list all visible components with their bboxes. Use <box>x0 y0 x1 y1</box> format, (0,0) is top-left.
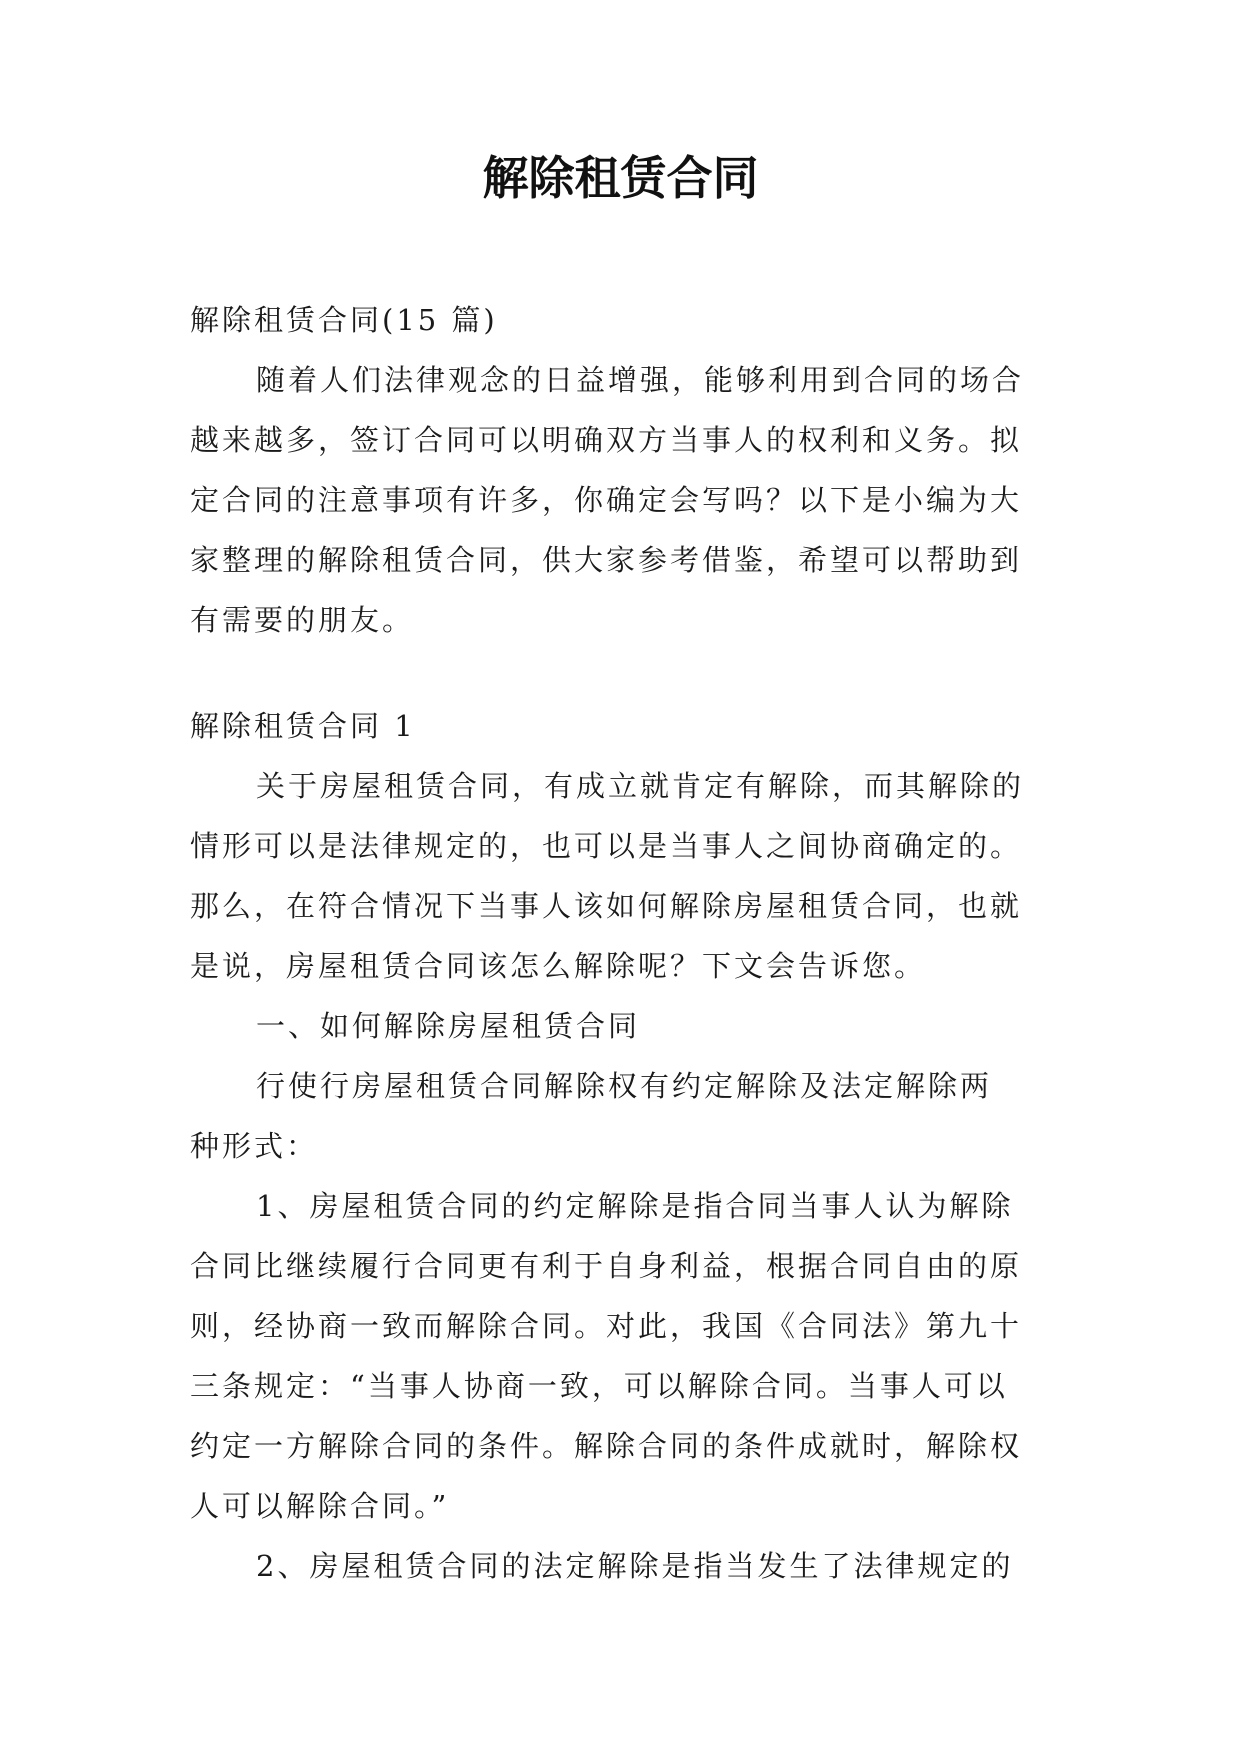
paragraph-line: 随着人们法律观念的日益增强，能够利用到合同的场合 <box>256 363 1025 397</box>
subheading-line: 一、如何解除房屋租赁合同 <box>256 1009 641 1043</box>
paragraph-line: 有需要的朋友。 <box>190 603 415 637</box>
paragraph-line: 人可以解除合同。” <box>190 1489 450 1523</box>
paragraph-line: 定合同的注意事项有许多，你确定会写吗？以下是小编为大 <box>190 483 1023 517</box>
paragraph-line: 三条规定：“当事人协商一致，可以解除合同。当事人可以 <box>190 1369 1008 1403</box>
paragraph-line: 情形可以是法律规定的，也可以是当事人之间协商确定的。 <box>190 829 1023 863</box>
paragraph-line: 越来越多，签订合同可以明确双方当事人的权利和义务。拟 <box>190 423 1023 457</box>
paragraph-line: 是说，房屋租赁合同该怎么解除呢？下文会告诉您。 <box>190 949 927 983</box>
paragraph-line: 行使行房屋租赁合同解除权有约定解除及法定解除两 <box>256 1069 993 1103</box>
section-1-block <box>190 696 1050 1596</box>
paragraph-line: 约定一方解除合同的条件。解除合同的条件成就时，解除权 <box>190 1429 1023 1463</box>
paragraph-line: 合同比继续履行合同更有利于自身利益，根据合同自由的原 <box>190 1249 1023 1283</box>
paragraph-line: 2、房屋租赁合同的法定解除是指当发生了法律规定的 <box>256 1549 1014 1583</box>
paragraph-line: 1、房屋租赁合同的约定解除是指合同当事人认为解除 <box>256 1189 1014 1223</box>
section-heading: 解除租赁合同 1 <box>190 709 416 743</box>
collection-heading: 解除租赁合同(15 篇) <box>190 303 498 337</box>
paragraph-line: 种形式： <box>190 1129 319 1163</box>
document-title: 解除租赁合同 <box>482 151 759 205</box>
paragraph-line: 那么，在符合情况下当事人该如何解除房屋租赁合同，也就 <box>190 889 1023 923</box>
paragraph-line: 关于房屋租赁合同，有成立就肯定有解除，而其解除的 <box>256 769 1025 803</box>
paragraph-line: 家整理的解除租赁合同，供大家参考借鉴，希望可以帮助到 <box>190 543 1023 577</box>
paragraph-line: 则，经协商一致而解除合同。对此，我国《合同法》第九十 <box>190 1309 1023 1343</box>
intro-block <box>190 290 1050 650</box>
